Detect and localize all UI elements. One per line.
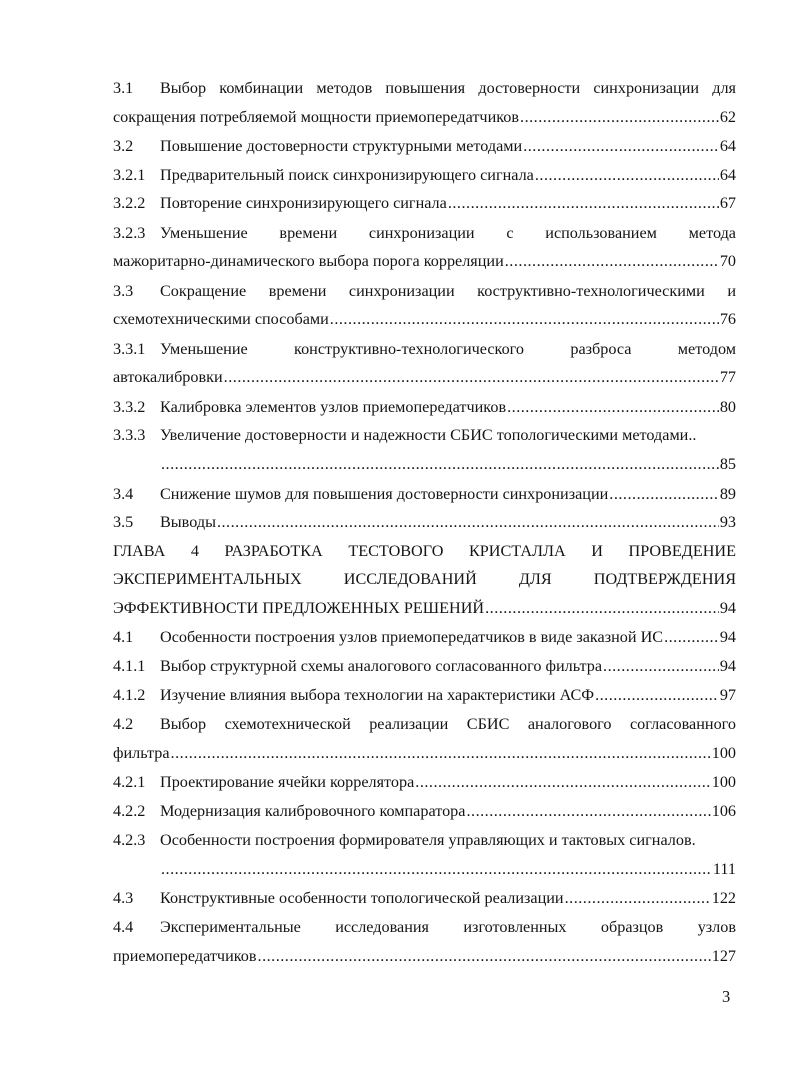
toc-entry-3-1-cont bbox=[113, 104, 736, 130]
toc-entry-3-3-3-cont bbox=[113, 451, 736, 477]
toc-leader bbox=[466, 798, 710, 824]
toc-leader bbox=[224, 364, 719, 390]
toc-title: Выбор структурной схемы аналогового согласованного фильтра bbox=[160, 657, 603, 675]
toc-number: 3.4 bbox=[113, 485, 134, 503]
toc-number: 3.2.2 bbox=[113, 194, 146, 212]
toc-page: 77 bbox=[719, 368, 736, 386]
toc-entry-4-2-2 bbox=[113, 798, 736, 824]
toc-page: 94 bbox=[719, 599, 736, 617]
toc-entry-3-3-1 bbox=[113, 336, 736, 362]
toc-page: 67 bbox=[719, 194, 736, 212]
toc-title: приемопередатчиков bbox=[113, 947, 257, 965]
toc-entry-3-1 bbox=[113, 75, 736, 101]
toc-number: 3.3.1 bbox=[113, 340, 146, 358]
toc-title: мажоритарно-динамического выбора порога корреляции bbox=[113, 252, 504, 270]
toc-entry-3-2-3-cont bbox=[113, 248, 736, 274]
toc-number: 3.1 bbox=[113, 79, 134, 97]
toc-entry-4-1-2 bbox=[113, 682, 736, 708]
toc-number: 4.4 bbox=[113, 918, 134, 936]
toc-entry-3-3-2 bbox=[113, 394, 736, 420]
toc-title: Увеличение достоверности и надежности СБИС топологическими методами.. bbox=[160, 426, 697, 444]
toc-title: Конструктивные особенности топологической реализации bbox=[160, 889, 564, 907]
toc-page: 127 bbox=[711, 947, 736, 965]
toc-number: 3.3 bbox=[113, 282, 134, 300]
toc-title: Сокращение времени синхронизации коструктивно-технологическими и bbox=[160, 282, 736, 300]
toc-leader bbox=[523, 133, 719, 159]
toc-page: 94 bbox=[719, 628, 736, 646]
toc-page: 100 bbox=[711, 744, 736, 762]
toc-title: Снижение шумов для повышения достоверности синхронизации bbox=[160, 485, 609, 503]
toc-page: 111 bbox=[712, 860, 736, 878]
toc-title: Уменьшение конструктивно-технологического разброса методом bbox=[160, 340, 736, 358]
toc-title: Экспериментальные исследования изготовленных образцов узлов bbox=[160, 918, 736, 936]
toc-entry-3-2-3 bbox=[113, 220, 736, 246]
toc-leader bbox=[505, 248, 719, 274]
toc-entry-3-2-2 bbox=[113, 190, 736, 216]
toc-title: Повторение синхронизирующего сигнала bbox=[160, 194, 447, 212]
toc-page: 122 bbox=[711, 889, 736, 907]
toc-number: 3.2.3 bbox=[113, 224, 146, 242]
toc-page: 100 bbox=[711, 773, 736, 791]
toc-entry-4-2-3 bbox=[113, 827, 736, 853]
toc-entry-4-2 bbox=[113, 711, 736, 737]
toc-number: 4.2.2 bbox=[113, 802, 146, 820]
toc-title: сокращения потребляемой мощности приемопередатчиков bbox=[113, 108, 520, 126]
toc-title: фильтра bbox=[113, 744, 170, 762]
toc-entry-4-2-1 bbox=[113, 769, 736, 795]
toc-page: 64 bbox=[719, 166, 736, 184]
toc-leader bbox=[609, 481, 719, 507]
toc-leader bbox=[161, 856, 712, 882]
toc-leader bbox=[507, 394, 719, 420]
toc-chapter-4-cont2 bbox=[113, 595, 736, 621]
toc-entry-3-3-cont bbox=[113, 306, 736, 332]
toc-title: Предварительный поиск синхронизирующего сигнала bbox=[160, 166, 534, 184]
toc-page: 94 bbox=[719, 657, 736, 675]
toc-number: 4.2.3 bbox=[113, 831, 146, 849]
toc-number: 3.3.3 bbox=[113, 426, 146, 444]
toc-title: Особенности построения формирователя управляющих и тактовых сигналов. bbox=[160, 831, 696, 849]
toc-number: 4.3 bbox=[113, 889, 134, 907]
toc-leader bbox=[520, 104, 719, 130]
toc-entry-3-5 bbox=[113, 509, 736, 535]
toc-entry-4-1-1 bbox=[113, 653, 736, 679]
toc-title: Выбор комбинации методов повышения достоверности синхронизации для bbox=[160, 79, 736, 97]
toc-number: 4.1 bbox=[113, 628, 134, 646]
toc-chapter-4 bbox=[113, 538, 736, 564]
toc-page: 93 bbox=[719, 513, 736, 531]
toc-title: Калибровка элементов узлов приемопередатчиков bbox=[160, 398, 507, 416]
toc-title: Модернизация калибровочного компаратора bbox=[160, 802, 466, 820]
toc-leader bbox=[664, 624, 719, 650]
toc-entry-3-3-1-cont bbox=[113, 364, 736, 390]
toc-entry-4-3 bbox=[113, 885, 736, 911]
toc-title: Повышение достоверности структурными методами bbox=[160, 137, 523, 155]
toc-entry-4-2-3-cont bbox=[113, 856, 736, 882]
toc-entry-3-2 bbox=[113, 133, 736, 159]
toc-entry-3-3 bbox=[113, 278, 736, 304]
toc-leader bbox=[535, 162, 719, 188]
toc-leader bbox=[161, 451, 719, 477]
toc-title: Особенности построения узлов приемопередатчиков в виде заказной ИС bbox=[160, 628, 664, 646]
toc-title: автокалибровки bbox=[113, 368, 223, 386]
toc-page: 106 bbox=[711, 802, 736, 820]
toc-leader bbox=[217, 509, 719, 535]
toc-title: Выводы bbox=[160, 513, 216, 531]
toc-entry-4-4-cont bbox=[113, 943, 736, 969]
toc-number: 3.3.2 bbox=[113, 398, 146, 416]
toc-number: 4.2 bbox=[113, 715, 134, 733]
toc-leader bbox=[330, 306, 719, 332]
toc-page: 89 bbox=[719, 485, 736, 503]
toc-number: 4.1.2 bbox=[113, 686, 146, 704]
toc-title: схемотехническими способами bbox=[113, 310, 329, 328]
toc-leader bbox=[485, 595, 719, 621]
toc-title: Изучение влияния выбора технологии на характеристики АСФ bbox=[160, 686, 595, 704]
toc-number: 4.2.1 bbox=[113, 773, 146, 791]
toc-leader bbox=[603, 653, 719, 679]
toc-number: 3.2.1 bbox=[113, 166, 146, 184]
page-number: 3 bbox=[722, 987, 731, 1006]
toc-entry-3-3-3 bbox=[113, 422, 736, 448]
toc-entry-4-2-cont bbox=[113, 740, 736, 766]
toc-page: 76 bbox=[719, 310, 736, 328]
toc-chapter-4-cont bbox=[113, 566, 736, 592]
toc-leader bbox=[415, 769, 710, 795]
toc-leader bbox=[171, 740, 711, 766]
toc-leader bbox=[595, 682, 719, 708]
toc-number: 4.1.1 bbox=[113, 657, 146, 675]
toc-title: Выбор схемотехнической реализации СБИС аналогового согласованного bbox=[160, 715, 736, 733]
toc-title: Проектирование ячейки коррелятора bbox=[160, 773, 415, 791]
toc-page: 70 bbox=[719, 252, 736, 270]
toc-leader bbox=[565, 885, 711, 911]
toc-title: Уменьшение времени синхронизации с использованием метода bbox=[160, 224, 736, 242]
toc-chapter-title: ЭФФЕКТИВНОСТИ ПРЕДЛОЖЕННЫХ РЕШЕНИЙ bbox=[113, 599, 485, 617]
toc-page: 97 bbox=[719, 686, 736, 704]
toc-leader bbox=[448, 190, 719, 216]
toc-page: 62 bbox=[719, 108, 736, 126]
toc-entry-4-4 bbox=[113, 914, 736, 940]
toc-number: 3.2 bbox=[113, 137, 134, 155]
toc-entry-3-4 bbox=[113, 481, 736, 507]
toc-chapter-title: ГЛАВА 4 РАЗРАБОТКА ТЕСТОВОГО КРИСТАЛЛА И ПРОВЕДЕНИЕ bbox=[113, 542, 736, 560]
toc-chapter-title: ЭКСПЕРИМЕНТАЛЬНЫХ ИССЛЕДОВАНИЙ ДЛЯ ПОДТВЕРЖДЕНИЯ bbox=[113, 570, 736, 588]
toc-entry-3-2-1 bbox=[113, 162, 736, 188]
toc-entry-4-1 bbox=[113, 624, 736, 650]
toc-number: 3.5 bbox=[113, 513, 134, 531]
toc-page: 85 bbox=[719, 455, 736, 473]
toc-leader bbox=[258, 943, 711, 969]
toc-page: 80 bbox=[719, 398, 736, 416]
toc-page: 64 bbox=[719, 137, 736, 155]
